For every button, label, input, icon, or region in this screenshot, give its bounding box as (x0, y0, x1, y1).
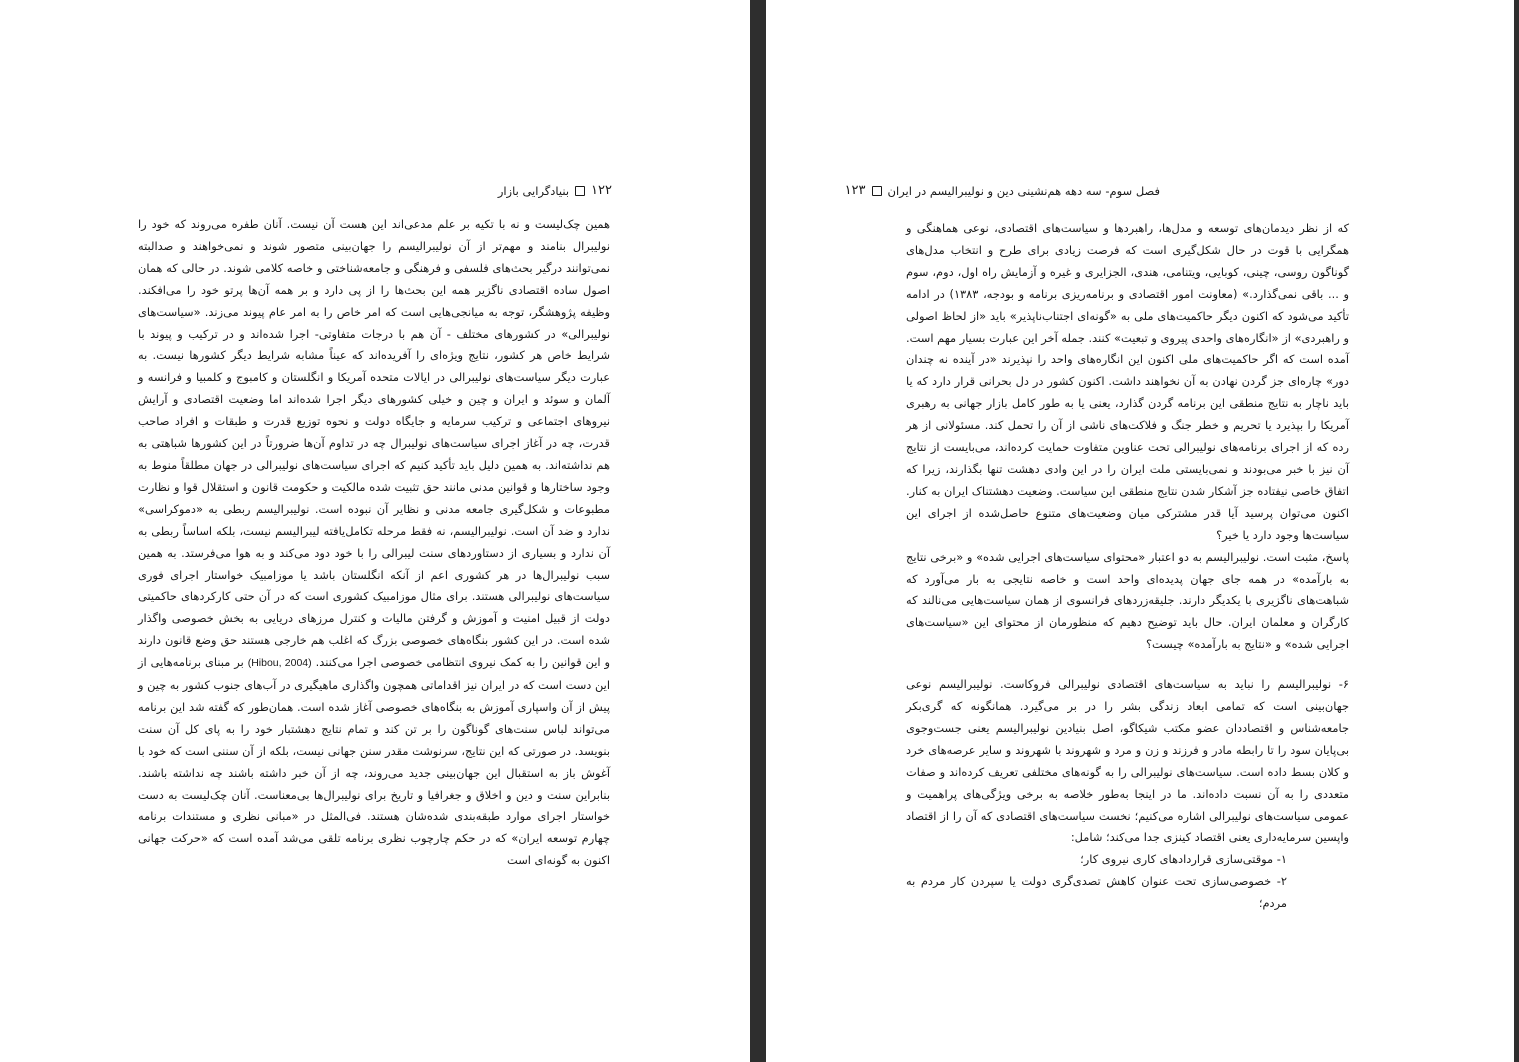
paragraph-text: همین چک‌لیست و نه با تکیه بر علم مدعی‌اند این هست آن نیست. آنان طفره می‌روند که خود را نولیبرال بنامند و مهم‌تر از آن نولیبرالیسم را جهان‌بینی متصور شوند و نمی‌خواهند و صدالبته نمی‌توانند درگیر بحث‌های فلسفی و فرهنگی و جامعه‌شناختی و خاصه کلامی شوند. در حالی که همان اصول ساده اقتصادی ناگزیر همه این بحث‌ها را از پی دارد و بر همه آن‌ها پرتو خود را می‌افکند. وظیفه پژوهشگر، توجه به میانجی‌هایی است که امر خاص را به امر عام پیوند می‌زند. «سیاست‌های نولیبرالی» در کشورهای مختلف - آن هم با درجات متفاوتی- اجرا شده‌اند و در ترکیب و پیوند با شرایط خاص هر کشور، نتایج ویژه‌ای را آفریده‌اند که عیناً مشابه شرایط دیگر کشورها نیست. به عبارت دیگر سیاست‌های نولیبرالی در ایالات متحده آمریکا و انگلستان و کامبوج و کلمبیا و فرانسه و آلمان و سوئد و ایران و چین و خیلی کشورهای دیگر اجرا شده‌اند اما وضعیت اقتصادی و آرایش نیروهای اجتماعی و ترکیب سرمایه و جایگاه دولت و نحوه توزیع قدرت و طبقات و افراد صاحب قدرت، چه در آغاز اجرای سیاست‌های نولیبرال چه در تداوم آن‌ها ضرورتاً در این کشورها شباهتی به هم نداشته‌اند. به همین دلیل باید تأکید کنیم که اجرای سیاست‌های نولیبرالی در جهان مطلقاً منوط به وجود ساختارها و قوانین مدنی مانند حق تثبیت شده مالکیت و حکومت قانون و استقلال قوا و نظارت مطبوعات و شکل‌گیری جامعه مدنی و نظایر آن نبوده است. نولیبرالیسم ربطی به «دموکراسی» ندارد و ضد آن است. نولیبرالیسم، نه فقط مرحله تکامل‌یافته لیبرالیسم نیست، بلکه اساساً ربطی به آن ندارد و بسیاری از دستاوردهای سنت لیبرالی را با خود دود می‌کند و به هوا می‌فرستد. به همین سبب نولیبرال‌ها در هر کشوری اعم از آنکه انگلستان باشد یا موزامبیک خواستار اجرای فوری سیاست‌های نولیبرالی هستند. برای مثال موزامبیک کشوری است که در آن حتی کارکردهای حاکمیتی دولت از قبیل امنیت و آموزش و گرفتن مالیات و کنترل مرزهای دریایی به بخش خصوصی واگذار شده است. در این کشور بنگاه‌های خصوصی بزرگ که اغلب هم خارجی هستند حق وضع قانون دارند و این قوانین را به کمک نیروی انتظامی خصوصی اجرا می‌کنند. (138, 217, 611, 670)
left-page (0, 0, 750, 1062)
list-item: ۲- خصوصی‌سازی تحت عنوان کاهش تصدی‌گری دولت یا سپردن کار مردم به مردم؛ (906, 874, 1287, 911)
page-edge (1514, 0, 1519, 1062)
book-spine (750, 0, 766, 1062)
page-body (906, 218, 1349, 915)
page-header (498, 180, 612, 202)
page-header (845, 180, 1160, 202)
body-paragraph: پاسخ، مثبت است. نولیبرالیسم به دو اعتبار «محتوای سیاست‌های اجرایی شده» و «برخی نتایج به بارآمده» در همه جای جهان پدیده‌ای واحد است و خاصه نتایجی به بار می‌آورد که شباهت‌های ناگزیری با یکدیگر دارند. جلیقه‌زردهای فرانسوی از همان سیاست‌هایی می‌نالند که کارگران و معلمان ایران. حال باید توضیح دهیم که منظورمان از محتوای این «سیاست‌های اجرایی شده» و «نتایج به بارآمده» چیست؟ (906, 549, 1349, 652)
body-paragraph: که از نظر دیدمان‌های توسعه و مدل‌ها، راهبردها و سیاست‌های اقتصادی، نوعی هماهنگی و همگرایی با قوت در حال شکل‌گیری است که فرصت زیادی برای طرح و انتخاب مدل‌های گوناگون روسی، چینی، کوبایی، ویتنامی، هندی، الجزایری و غیره و آزمایش راه اول، دوم، سوم و ... باقی نمی‌گذارد.» (معاونت امور اقتصادی و برنامه‌ریزی برنامه و بودجه، ۱۳۸۳) در ادامه تأکید می‌شود که اکنون دیگر حاکمیت‌های ملی به «گونه‌ای اجتناب‌ناپذیر» باید «از لحاظ اصولی و راهبردی» از «انگاره‌های واحدی پیروی و تبعیت» کنند. جمله آخر این عبارت بسیار مهم است. آمده است که اگر حاکمیت‌های ملی اکنون این انگاره‌های واحد را نپذیرند «در آینده نه چندان دور» چاره‌ای جز گردن نهادن به آن نخواهند داشت. اکنون کشور در دل بحرانی قرار دارد که یا باید ناچار به نتایج منطقی این برنامه گردن گذارد، یعنی یا به طور کامل بازار جهانی به رهبری آمریکا را بپذیرد یا تحریم و خطر جنگ و فلاکت‌های ناشی از آن را تحمل کند. مسئولانی از هر رده که از اجرای برنامه‌های نولیبرالی تحت عناوین متفاوت حمایت کرده‌اند، می‌بایست از نتایج آن نیز با خبر می‌بودند و نمی‌بایستی ملت ایران را در این وادی دهشت تنها بگذارند، زیرا که اتفاق خاصی نیفتاده جز آشکار شدن نتایج منطقی این سیاست. وضعیت دهشتناک ایران به کنار. اکنون می‌توان پرسید آیا قدر مشترکی میان وضعیت‌های متنوع حاصل‌شده از اجرای این سیاست‌ها وجود دارد یا خیر؟ (906, 221, 1349, 542)
page-number: ۱۲۲ (591, 183, 612, 198)
page-body (138, 214, 610, 872)
body-paragraph: ۶- نولیبرالیسم را نباید به سیاست‌های اقتصادی نولیبرالی فروکاست. نولیبرالیسم نوعی جهان‌بینی است که تمامی ابعاد زندگی بشر را در بر می‌گیرد. همانگونه که گری‌بکر جامعه‌شناس و اقتصاددان عضو مکتب شیکاگو، اصل بنیادین نولیبرالیسم یعنی جست‌وجوی بی‌پایان سود را تا رابطه مادر و فرزند و زن و مرد و شهروند با شهروند و سایر عرصه‌های خرد و کلان بسط داده است. سیاست‌های نولیبرالی را به گونه‌های مختلفی تعریف کرده‌اند و صفات متعددی را به آن نسبت داده‌اند. ما در اینجا به‌طور خلاصه به برخی ویژگی‌های پراهمیت و عمومی سیاست‌های نولیبرالی اشاره می‌کنیم؛ نخست سیاست‌های اقتصادی که آن را از اقتصاد واپسین سرمایه‌داری یعنی اقتصاد کینزی جدا می‌کند؛ شامل: (906, 677, 1349, 845)
list-item: ۱- موقتی‌سازی قراردادهای کاری نیروی کار؛ (1080, 852, 1287, 867)
page-number: ۱۲۳ (844, 183, 866, 198)
right-page (766, 0, 1514, 1062)
citation: (Hibou, 2004) (247, 657, 312, 670)
square-bullet-icon (872, 186, 882, 196)
body-paragraph (138, 214, 610, 872)
square-bullet-icon (575, 186, 585, 196)
paragraph-text-continued: بر مبنای برنامه‌هایی از این دست است که در ایران نیز اقداماتی همچون واگذاری ماهیگیری در آب‌های جنوب کشور به چین و پیش از آن واسپاری آموزش به بنگاه‌های خصوصی آغاز شده است. همان‌طور که گفته شد این برنامه می‌تواند لباس سنت‌های گوناگون را بر تن کند و تمام نتایج دهشتبار خود را به پای کل آن سنت بنویسد. در صورتی که این نتایج، سرنوشت مقدر سنن جهانی نیست، بلکه از آن سننی است که خود با آغوش باز به استقبال این جهان‌بینی جدید می‌روند، چه از آن خبر داشته باشند چه نداشته باشند. بنابراین سنت و دین و اخلاق و جغرافیا و تاریخ برای نولیبرال‌ها بی‌معناست. آنان چک‌لیست به دست خواستار اجرای موارد طبقه‌بندی شده‌شان هستند. فی‌المثل در «مبانی نظری و مستندات برنامه چهارم توسعه ایران» که در حکم چارچوب نظری برنامه تلقی می‌شد آمده است که «حرکت جهانی اکنون به گونه‌ای است (137, 655, 610, 868)
running-head: فصل سوم- سه دهه هم‌نشینی دین و نولیبرالیسم در ایران (887, 184, 1160, 198)
paragraph-gap (906, 656, 1349, 674)
running-head: بنیادگرایی بازار (497, 184, 570, 198)
